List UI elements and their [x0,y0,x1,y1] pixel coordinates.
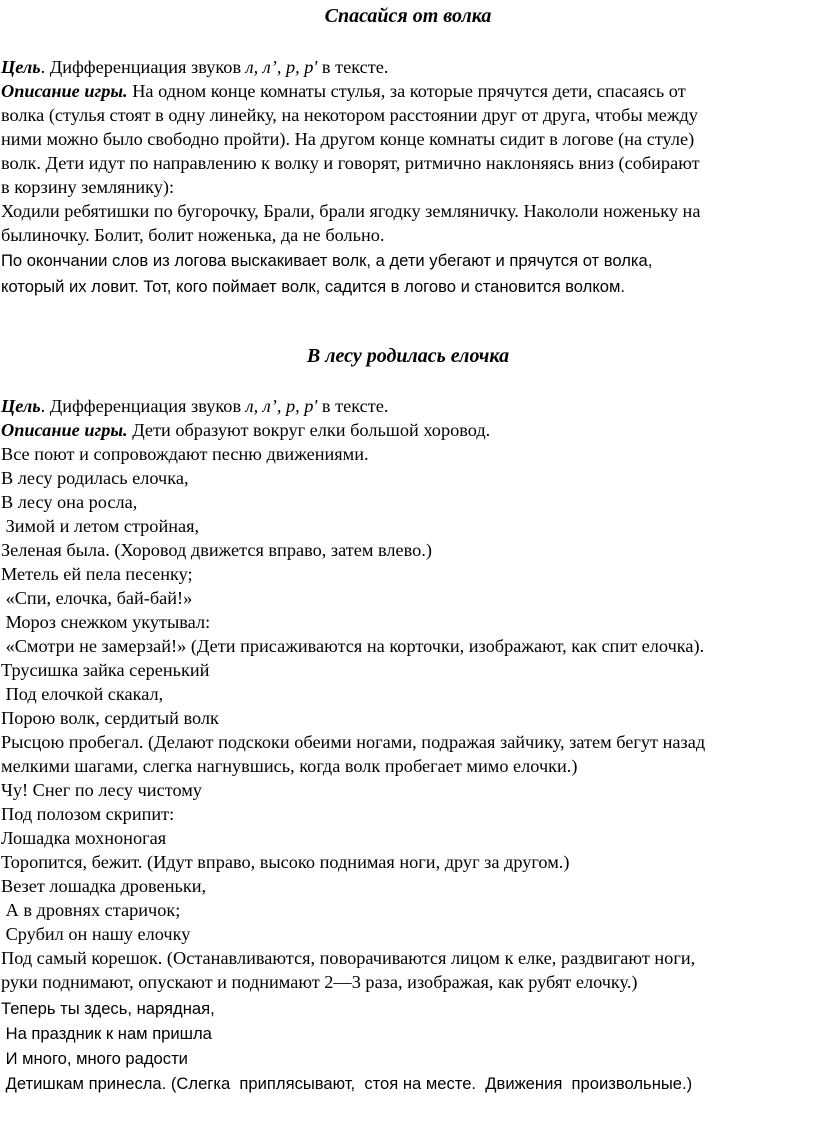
text-line: ними можно было свободно пройти). На другом конце комнаты сидит в логове (на стуле) [1,129,695,149]
description-label: Описание игры. [1,420,128,440]
text-line: Рысцою пробегал. (Делают подскоки обеими ногами, подражая зайчику, затем бегут назад [1,732,706,752]
text-line: «Спи, елочка, бай-бай!» [1,588,193,608]
text-line: Зеленая была. (Хоровод движется вправо, затем влево.) [1,540,432,560]
goal-sounds: л, л’, р, р' [245,57,318,77]
text-line: в корзину землянику): [1,177,175,197]
goal-end: в тексте. [317,396,389,416]
text-line: И много, много радости [1,1049,188,1068]
text-line: который их ловит. Тот, кого поймает волк, садится в логово и становится волком. [1,277,626,296]
text-line: На праздник к нам пришла [1,1024,212,1043]
goal-label: Цель [1,57,41,77]
text-line: Все поют и сопровождают песню движениями. [1,444,369,464]
description-line [1,79,686,103]
goal-line [1,55,388,79]
text-line: Торопится, бежит. (Идут вправо, высоко поднимая ноги, друг за другом.) [1,852,570,872]
text-line: руки поднимают, опускают и поднимают 2—3 раза, изображая, как рубят елочку.) [1,972,638,992]
text-line: В лесу родилась елочка, [1,468,189,488]
text-line: Теперь ты здесь, нарядная, [1,999,215,1018]
goal-text: . Дифференциация звуков [40,57,246,77]
text-line: Трусишка зайка серенький [1,660,210,680]
text-line: Везет лошадка дровеньки, [1,876,207,896]
text-line: По окончании слов из логова выскакивает волк, а дети убегают и прячутся от волка, [1,251,653,270]
text-line: Зимой и летом стройная, [1,516,200,536]
text-line: Под елочкой скакал, [1,684,164,704]
text-line: Ходили ребятишки по бугорочку, Брали, брали ягодку земляничку. Накололи ноженьку на [1,201,701,221]
text-line: Лошадка мохноногая [1,828,167,848]
text-line: Под самый корешок. (Останавливаются, поворачиваются лицом к елке, раздвигают ноги, [1,948,696,968]
description-label: Описание игры. [1,81,128,101]
text-line: В лесу она росла, [1,492,138,512]
text-line: Детишкам принесла. (Слегка приплясывают, стоя на месте. Движения произвольные.) [1,1074,693,1093]
text-line: Под полозом скрипит: [1,804,175,824]
text-line: Мороз снежком укутывал: [1,612,211,632]
goal-end: в тексте. [317,57,389,77]
text-line: Срубил он нашу елочку [1,924,191,944]
goal-text: . Дифференциация звуков [40,396,246,416]
description-text: Дети образуют вокруг елки большой хоровод. [127,420,491,440]
text-line: волка (стулья стоят в одну линейку, на некотором расстоянии друг от друга, чтобы между [1,105,698,125]
text-line: мелкими шагами, слегка нагнувшись, когда волк пробегает мимо елочки.) [1,756,578,776]
text-line: былиночку. Болит, болит ноженька, да не больно. [1,225,385,245]
text-line: А в дровнях старичок; [1,900,181,920]
goal-label: Цель [1,396,41,416]
description-line [1,418,490,442]
text-line: волк. Дети идут по направлению к волку и говорят, ритмично наклоняясь вниз (собирают [1,153,700,173]
section-title: Спасайся от волка [324,5,492,27]
goal-line [1,394,388,418]
text-line: Чу! Снег по лесу чистому [1,780,202,800]
description-text: На одном конце комнаты стулья, за которые прячутся дети, спасаясь от [127,81,686,101]
goal-sounds: л, л’, р, р' [245,396,318,416]
text-line: Порою волк, сердитый волк [1,708,219,728]
section-title: В лесу родилась елочка [306,345,510,367]
text-line: «Смотри не замерзай!» (Дети присаживаются на корточки, изображают, как спит елочка). [1,636,705,656]
text-line: Метель ей пела песенку; [1,564,193,584]
